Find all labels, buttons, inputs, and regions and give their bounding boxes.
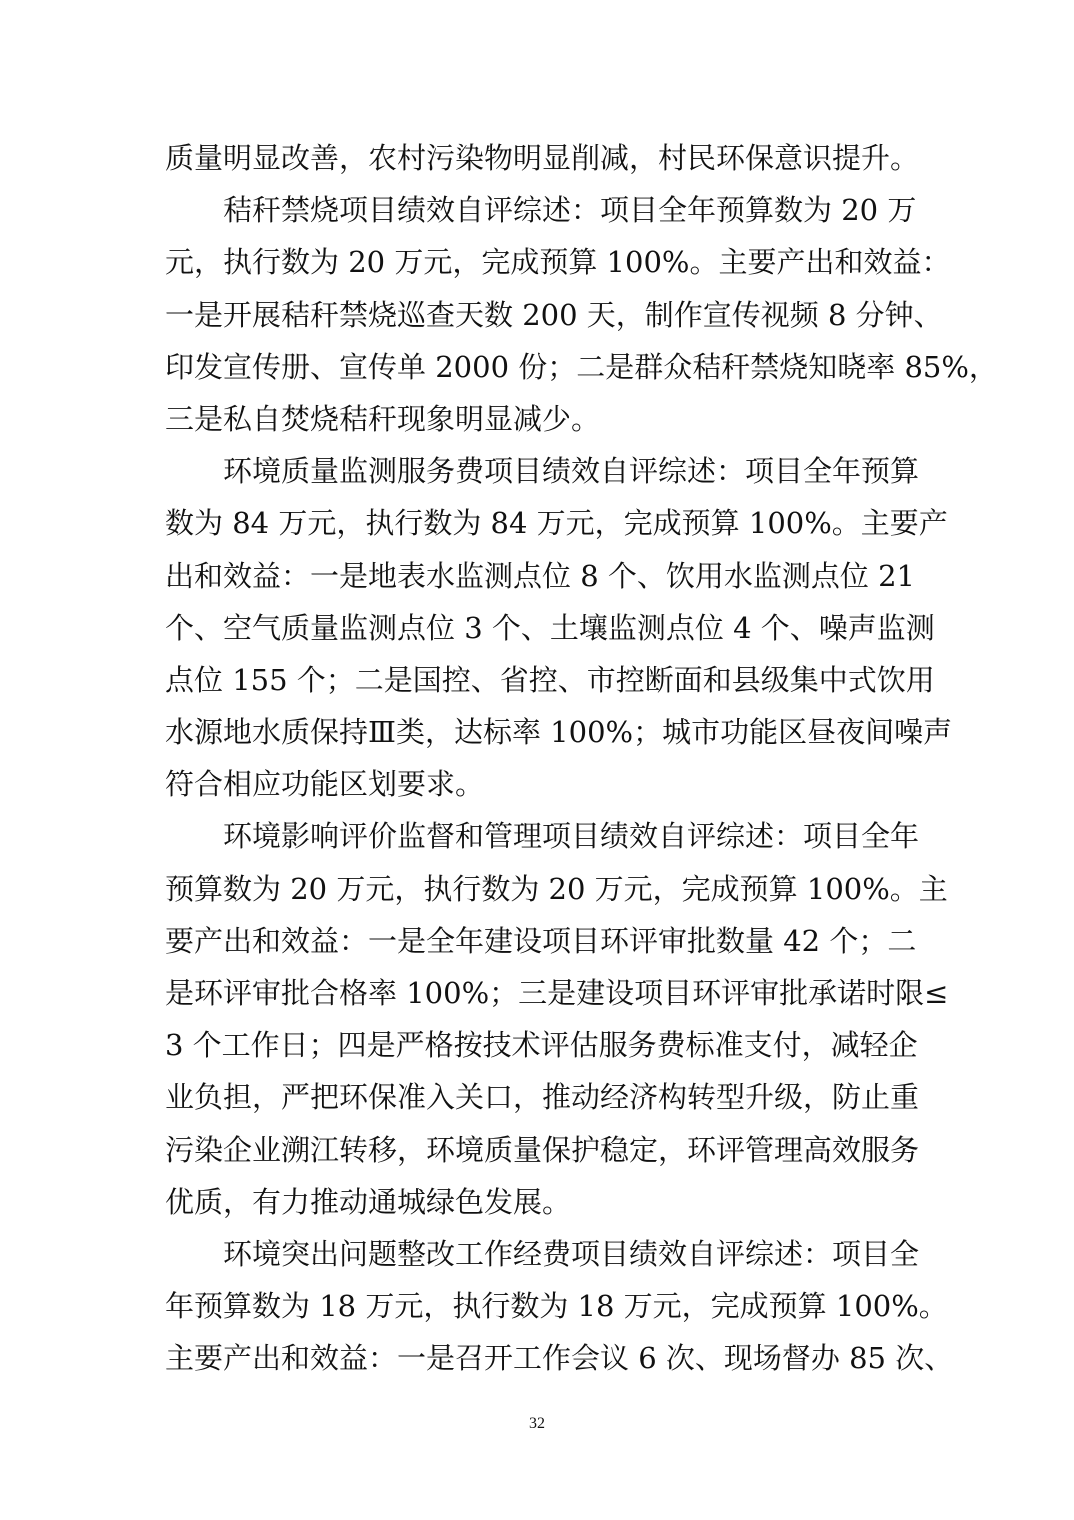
text-line: 元，执行数为 20 万元，完成预算 100%。主要产出和效益：: [165, 245, 951, 280]
text-line: 一是开展秸秆禁烧巡查天数 200 天，制作宣传视频 8 分钟、: [165, 297, 943, 332]
text-line: 水源地水质保持Ⅲ类，达标率 100%；城市功能区昼夜间噪声: [165, 715, 953, 750]
text-line: 个、空气质量监测点位 3 个、土壤监测点位 4 个、噪声监测: [165, 610, 935, 645]
paragraph-last-line: 符合相应功能区划要求。: [165, 767, 485, 802]
paragraph-first-line: 环境突出问题整改工作经费项目绩效自评综述：项目全: [223, 1236, 920, 1271]
text-line: 点位 155 个；二是国控、省控、市控断面和县级集中式饮用: [165, 662, 935, 697]
paragraph-first-line: 环境质量监测服务费项目绩效自评综述：项目全年预算: [223, 454, 920, 489]
text-line: 3 个工作日；四是严格按技术评估服务费标准支付，减轻企: [165, 1028, 918, 1063]
paragraph-first-line: 秸秆禁烧项目绩效自评综述：项目全年预算数为 20 万: [223, 193, 917, 228]
text-line: 要产出和效益：一是全年建设项目环评审批数量 42 个；二: [165, 923, 917, 958]
text-line: 年预算数为 18 万元，执行数为 18 万元，完成预算 100%。: [165, 1289, 948, 1324]
paragraph-last-line: 优质，有力推动通城绿色发展。: [165, 1184, 572, 1219]
text-line: 印发宣传册、宣传单 2000 份；二是群众秸秆禁烧知晓率 85%，: [165, 349, 998, 384]
text-line: 预算数为 20 万元，执行数为 20 万元，完成预算 100%。主: [165, 871, 948, 906]
text-line: 业负担，严把环保准入关口，推动经济构转型升级，防止重: [165, 1080, 920, 1115]
text-line: 污染企业溯江转移，环境质量保护稳定，环评管理高效服务: [165, 1132, 920, 1167]
paragraph-first-line: 环境影响评价监督和管理项目绩效自评综述：项目全年: [223, 819, 920, 854]
text-line: 数为 84 万元，执行数为 84 万元，完成预算 100%。主要产: [165, 506, 948, 541]
text-line: 是环评审批合格率 100%；三是建设项目环评审批承诺时限≤: [165, 976, 949, 1010]
text-line: 质量明显改善，农村污染物明显削减，村民环保意识提升。: [165, 141, 920, 175]
paragraph-last-line: 三是私自焚烧秸秆现象明显减少。: [165, 401, 601, 436]
text-line: 主要产出和效益：一是召开工作会议 6 次、现场督办 85 次、: [165, 1341, 954, 1376]
page-number: 32: [529, 1415, 545, 1432]
text-line: 出和效益：一是地表水监测点位 8 个、饮用水监测点位 21: [165, 558, 916, 593]
body-text: [165, 132, 998, 1385]
